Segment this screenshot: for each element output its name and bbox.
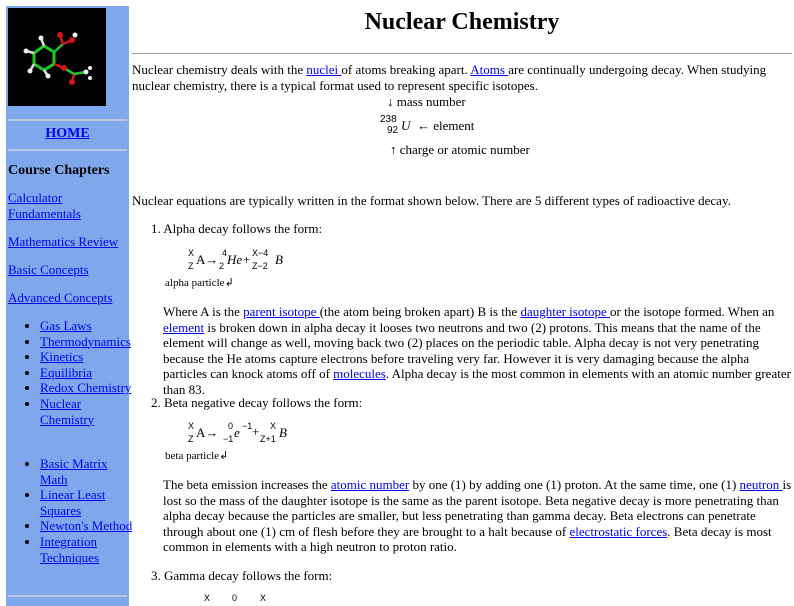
intro-text: of atoms breaking apart.	[341, 62, 471, 77]
eq-b-mass: X	[260, 593, 267, 603]
eq-parent-a: A→	[196, 252, 219, 267]
list-item	[40, 518, 136, 534]
chapter-link-advanced-concepts[interactable]: Advanced Concepts	[8, 290, 113, 305]
sidebar-divider	[8, 119, 127, 121]
eq-atomic-z: Z	[188, 434, 194, 444]
eq-mass-x: X	[188, 248, 195, 258]
eq-plus: +	[252, 424, 260, 439]
eq-he-mass: 4	[222, 248, 228, 258]
alpha-text: or the isotope formed. When an	[609, 304, 775, 319]
math-topics-list	[16, 456, 136, 565]
sidebar	[6, 6, 133, 606]
mass-number: 238	[380, 114, 397, 125]
alpha-decay-heading: 1. Alpha decay follows the form:	[151, 221, 323, 236]
alpha-text: (the atom being broken apart) B is the	[319, 304, 521, 319]
list-item	[40, 318, 136, 334]
eq-b-mass: X	[270, 421, 277, 431]
beta-text: The beta emission increases the	[163, 477, 331, 492]
chapter-link-calculator-fundamentals[interactable]: Calculator Fundamentals	[8, 190, 81, 221]
list-item	[40, 380, 136, 396]
molecules-link[interactable]: molecules	[333, 366, 386, 382]
eq-electron: e	[234, 425, 240, 440]
topic-link-integration-techniques[interactable]: Integration Techniques	[40, 533, 100, 565]
topic-link-redox-chemistry[interactable]: Redox Chemistry	[40, 380, 132, 396]
atomic-number: 92	[387, 125, 399, 136]
page-title: Nuclear Chemistry	[364, 9, 560, 35]
home-link[interactable]: HOME	[45, 126, 90, 141]
beta-decay-equation	[188, 421, 308, 449]
alpha-decay-equation	[188, 248, 308, 276]
arrow-icon: ↲	[224, 277, 234, 289]
sidebar-divider	[8, 149, 127, 151]
isotope-symbol	[380, 112, 420, 140]
topic-link-nuclear-chemistry[interactable]: Nuclear Chemistry	[40, 395, 95, 427]
alpha-text: . Alpha decay is the most common in elements with an atomic number greater than 83.	[163, 366, 791, 397]
topic-link-basic-matrix-math[interactable]: Basic Matrix Math	[40, 456, 108, 487]
element-link[interactable]: element	[163, 319, 205, 335]
element-label: ← element	[417, 118, 475, 133]
intro-text: Nuclear chemistry deals with the	[132, 62, 307, 77]
list-item	[40, 396, 136, 427]
beta-text: . Beta decay is most common in elements with a high neutron to proton ratio.	[163, 523, 772, 555]
neutron-link[interactable]: neutron	[739, 477, 783, 492]
topic-link-linear-least-squares[interactable]: Linear Least Squares	[40, 487, 106, 518]
molecule-logo	[8, 8, 106, 106]
eq-e-charge: −1	[242, 421, 253, 431]
beta-decay-heading: 2. Beta negative decay follows the form:	[151, 395, 363, 410]
molecule-icon	[8, 8, 106, 106]
topic-link-gas-laws[interactable]: Gas Laws	[40, 318, 92, 333]
list-item	[40, 349, 136, 365]
eq-he-atomic: 2	[219, 261, 225, 271]
chapter-link-basic-concepts[interactable]: Basic Concepts	[8, 262, 89, 277]
eq-mass-x: X	[204, 593, 211, 603]
eq-b: B	[275, 252, 283, 267]
course-chapters-heading: Course Chapters	[8, 163, 110, 178]
list-item	[40, 456, 136, 487]
gamma-decay-heading: 3. Gamma decay follows the form:	[151, 568, 333, 583]
topic-link-equilibria[interactable]: Equilibria	[40, 364, 92, 380]
topic-link-kinetics[interactable]: Kinetics	[40, 349, 84, 365]
isotope-notation-diagram	[377, 92, 577, 162]
advanced-topics-list	[16, 318, 136, 427]
parent-isotope-link[interactable]: parent isotope	[243, 304, 320, 319]
eq-he: He+	[227, 252, 251, 267]
electrostatic-forces-link[interactable]: electrostatic forces	[569, 523, 668, 539]
topic-link-thermodynamics[interactable]: Thermodynamics	[40, 333, 131, 349]
list-item	[40, 334, 136, 350]
alpha-text: Where A is the	[163, 304, 244, 319]
beta-text: by one (1) by adding one (1) proton. At the same time, one (1)	[409, 477, 740, 492]
arrow-icon: ↲	[219, 450, 229, 462]
alpha-paragraph	[163, 304, 793, 398]
charge-label: ↑ charge or atomic number	[390, 142, 530, 157]
eq-mass-x: X	[188, 421, 195, 431]
beta-particle-text: beta particle	[165, 450, 220, 462]
intro-text: are continually undergoing decay. When studying nuclear chemistry, there is a typical format used to represent specific isotopes.	[132, 62, 767, 93]
element-symbol: U	[401, 118, 411, 133]
daughter-isotope-link[interactable]: daughter isotope	[520, 304, 610, 319]
alpha-text: is broken down in alpha decay it looses two neutrons and two (2) protons. This means that the name of the element will change as well, moving back two (2) places on the periodic table. Alpha decay is not very penetrating because the He atoms capture electrons before traveling very far. However it is very damaging because the alpha particles can knock atoms off of	[163, 319, 761, 382]
eq-parent-a: A→	[196, 425, 219, 440]
alpha-particle-text: alpha particle	[165, 277, 225, 289]
list-item	[40, 487, 136, 518]
topic-link-newtons-method[interactable]: Newton's Method	[40, 518, 133, 534]
atomic-number-link[interactable]: atomic number	[330, 477, 410, 492]
atoms-link[interactable]: Atoms	[470, 62, 509, 77]
eq-b: B	[279, 425, 287, 440]
beta-text: is lost so the mass of the daughter isotope is the same as the parent isotope. Beta negative decay is more penetrating than alpha decay because the particles are smaller, but less penetrating than gamma decay. Beta electrons can penetrate through about one (1) cm of flesh before they are brought to a halt because of	[163, 477, 792, 539]
title-divider	[132, 53, 792, 54]
eq-gamma-mass: 0	[232, 593, 238, 603]
intro-paragraph	[132, 62, 792, 93]
sidebar-divider	[8, 595, 127, 597]
eq-atomic-z: Z	[188, 261, 194, 271]
list-item	[40, 534, 136, 565]
equations-intro: Nuclear equations are typically written in the format shown below. There are 5 different types of radioactive decay.	[132, 193, 731, 208]
chapter-link-mathematics-review[interactable]: Mathematics Review	[8, 234, 119, 249]
eq-e-mass: 0	[228, 421, 234, 431]
eq-e-atomic: −1	[223, 434, 234, 444]
eq-b-mass: X−4	[252, 248, 269, 258]
list-item	[40, 365, 136, 381]
mass-number-label: ↓ mass number	[387, 94, 466, 109]
beta-particle-label	[165, 449, 228, 462]
nuclei-link[interactable]: nuclei	[306, 62, 342, 77]
eq-b-atomic: Z+1	[260, 434, 276, 444]
eq-b-atomic: Z−2	[252, 261, 268, 271]
alpha-particle-label	[165, 276, 234, 289]
beta-paragraph	[163, 477, 793, 555]
